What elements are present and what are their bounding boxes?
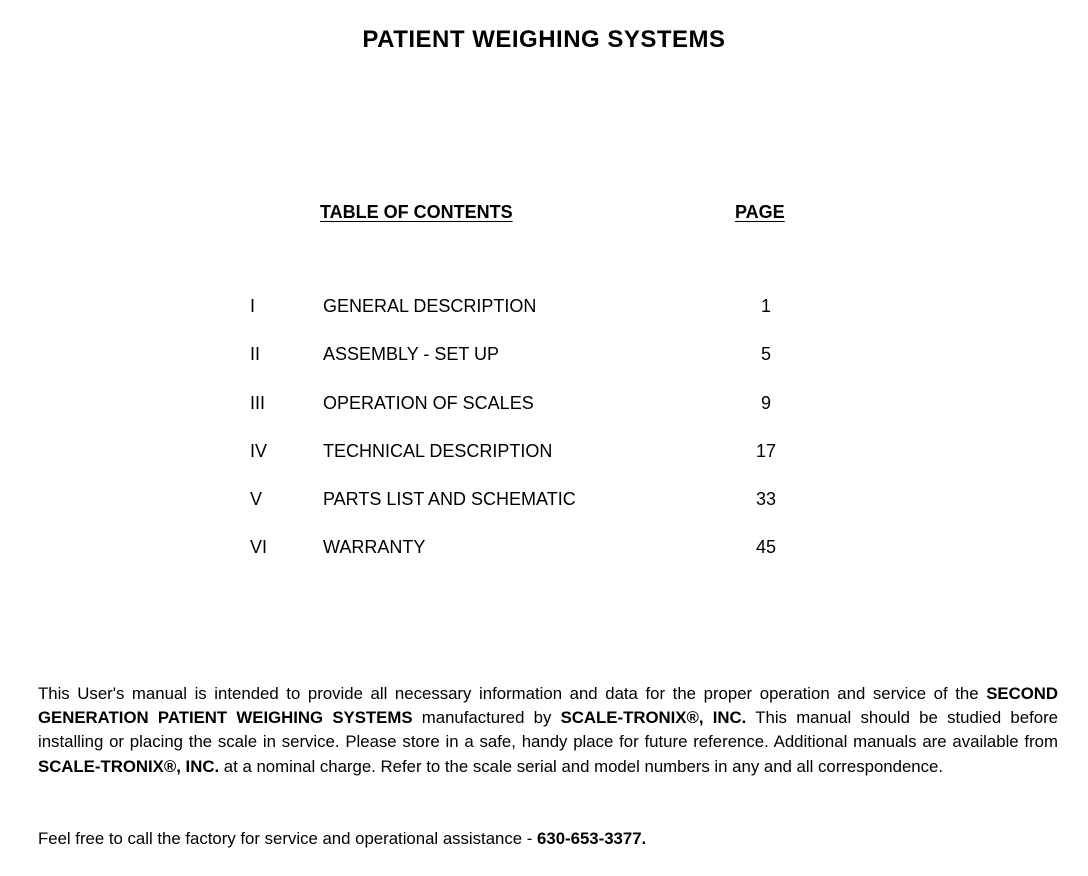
intro-text: This User's manual is intended to provide all necessary information and data for the proper operation and service of the [38, 684, 987, 703]
page-title: PATIENT WEIGHING SYSTEMS [362, 26, 726, 53]
toc-entry [0, 537, 1088, 585]
toc-entry-page: 5 [760, 344, 771, 365]
toc-entry [0, 441, 1088, 489]
toc-entry [0, 344, 1088, 392]
intro-text: manufactured by [412, 708, 561, 728]
toc-header-title: TABLE OF CONTENTS [320, 202, 513, 222]
toc-entry-number: V [250, 489, 263, 510]
toc-entry-number: II [250, 344, 261, 365]
toc-entry-number: I [250, 296, 256, 316]
toc-entry-label: PARTS LIST AND SCHEMATIC [323, 489, 576, 510]
toc-entry-label: TECHNICAL DESCRIPTION [323, 440, 553, 461]
toc-entry-number: VI [250, 537, 268, 558]
product-name: SECOND GENERATION PATIENT WEIGHING SYSTEMS [38, 684, 1058, 728]
intro-text: This manual should be studied before installing or placing the scale in service. Please store in a safe, handy place for future reference. Additional manuals are available from [38, 708, 1058, 752]
contact-line [38, 827, 646, 851]
toc-entry-label: WARRANTY [323, 537, 426, 558]
manufacturer-name: SCALE-TRONIX®, INC. [38, 756, 220, 776]
toc-header-page: PAGE [735, 202, 785, 222]
toc-entry-page: 1 [760, 296, 771, 316]
toc-entry-page: 33 [755, 489, 777, 510]
toc-entry-label: OPERATION OF SCALES [323, 392, 534, 413]
toc-entry-page: 45 [755, 537, 777, 558]
toc-entry-page: 17 [755, 440, 777, 461]
toc-entry-label: GENERAL DESCRIPTION [323, 296, 537, 316]
toc-entry-label: ASSEMBLY - SET UP [323, 344, 500, 365]
toc-entry-number: III [250, 392, 266, 413]
toc-entry [0, 296, 1088, 344]
phone-number: 630-653-3377. [537, 829, 647, 848]
toc-entry-page: 9 [760, 392, 771, 413]
toc-entry-number: IV [250, 440, 268, 461]
manufacturer-name: SCALE-TRONIX®, INC. [560, 708, 747, 728]
toc-entry [0, 393, 1088, 441]
intro-text: at a nominal charge. Refer to the scale serial and model numbers in any and all correspondence. [219, 756, 943, 776]
toc-entry [0, 489, 1088, 537]
contact-text: Feel free to call the factory for service and operational assistance - [38, 829, 538, 848]
intro-paragraph [38, 682, 1058, 779]
toc-list [0, 296, 1088, 586]
